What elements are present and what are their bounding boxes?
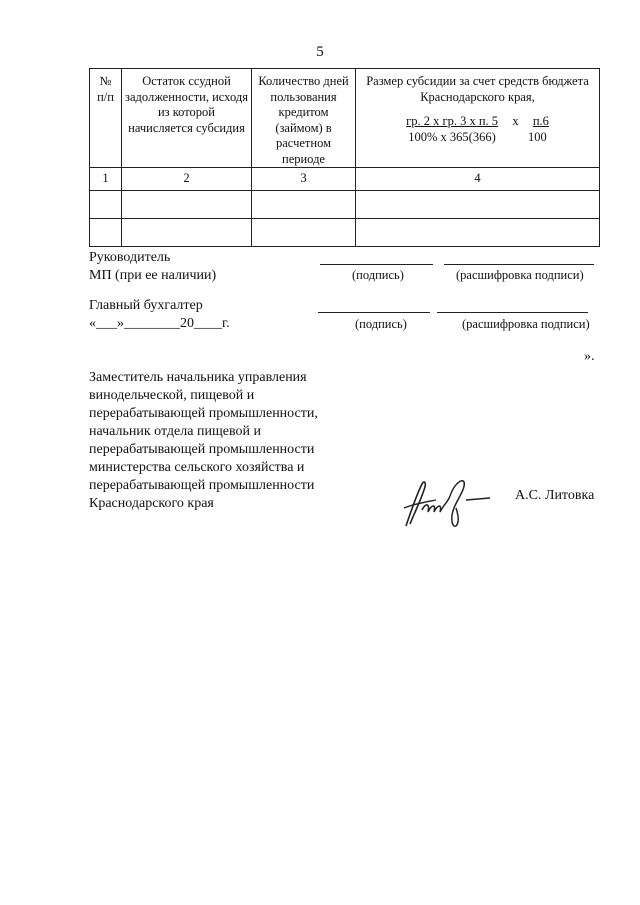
- header-subsidy-label: Размер субсидии за счет средств бюджета Краснодарского края,: [366, 74, 589, 104]
- head-label: Руководитель: [89, 250, 171, 265]
- column-number-1: 1: [90, 168, 122, 191]
- position-line: начальник отдела пищевой и: [89, 424, 261, 439]
- accountant-decode-line: [437, 312, 588, 313]
- empty-cell: [252, 219, 356, 247]
- accountant-signature-caption: (подпись): [355, 317, 407, 331]
- formula-denominator2: 100: [528, 129, 547, 144]
- position-line: перерабатывающей промышленности,: [89, 406, 318, 421]
- empty-cell: [122, 219, 252, 247]
- table-header-row: [90, 69, 600, 168]
- table-row: [90, 219, 600, 247]
- column-number-4: 4: [356, 168, 600, 191]
- table-row: [90, 191, 600, 219]
- head-decode-caption: (расшифровка подписи): [456, 268, 584, 282]
- accountant-decode-caption: (расшифровка подписи): [462, 317, 590, 331]
- empty-cell: [90, 219, 122, 247]
- page-number: 5: [316, 44, 324, 60]
- position-line: перерабатывающей промышленности: [89, 442, 315, 457]
- accountant-signature-line: [318, 312, 430, 313]
- position-line: Краснодарского края: [89, 496, 214, 511]
- position-block: [89, 369, 318, 513]
- position-line: перерабатывающей промышленности: [89, 478, 315, 493]
- signer-name: А.С. Литовка: [515, 488, 595, 503]
- column-number-2: 2: [122, 168, 252, 191]
- subsidy-table: [89, 68, 600, 247]
- position-line: Заместитель начальника управления: [89, 370, 307, 385]
- empty-cell: [252, 191, 356, 219]
- head-signature-caption: (подпись): [352, 268, 404, 282]
- empty-cell: [122, 191, 252, 219]
- header-cell-number: № п/п: [90, 69, 122, 168]
- head-decode-line: [444, 264, 594, 265]
- empty-cell: [356, 219, 600, 247]
- empty-cell: [356, 191, 600, 219]
- head-signature-line: [320, 264, 433, 265]
- column-number-3: 3: [252, 168, 356, 191]
- empty-cell: [90, 191, 122, 219]
- formula-denominators: [359, 130, 596, 146]
- handwritten-signature: [400, 474, 500, 534]
- subsidy-formula: [359, 114, 596, 130]
- header-cell-days: Количество дней пользования кредитом (займом) в расчетном периоде: [252, 69, 356, 168]
- position-line: министерства сельского хозяйства и: [89, 460, 305, 475]
- table-row: [90, 168, 600, 191]
- formula-numerator2: п.6: [532, 114, 549, 128]
- formula-denominator: 100% х 365(366): [408, 129, 496, 144]
- closing-quote: ».: [584, 349, 595, 364]
- mp-label: МП (при ее наличии): [89, 268, 217, 283]
- accountant-label: Главный бухгалтер: [89, 298, 203, 313]
- header-cell-debt-balance: Остаток ссудной задолженности, исходя из которой начисляется субсидия: [122, 69, 252, 168]
- position-line: винодельческой, пищевой и: [89, 388, 255, 403]
- formula-times: х: [512, 114, 519, 128]
- formula-numerator: гр. 2 х гр. 3 х п. 5: [406, 114, 499, 128]
- header-cell-subsidy: [356, 69, 600, 168]
- date-line: «___»________20____г.: [89, 316, 230, 331]
